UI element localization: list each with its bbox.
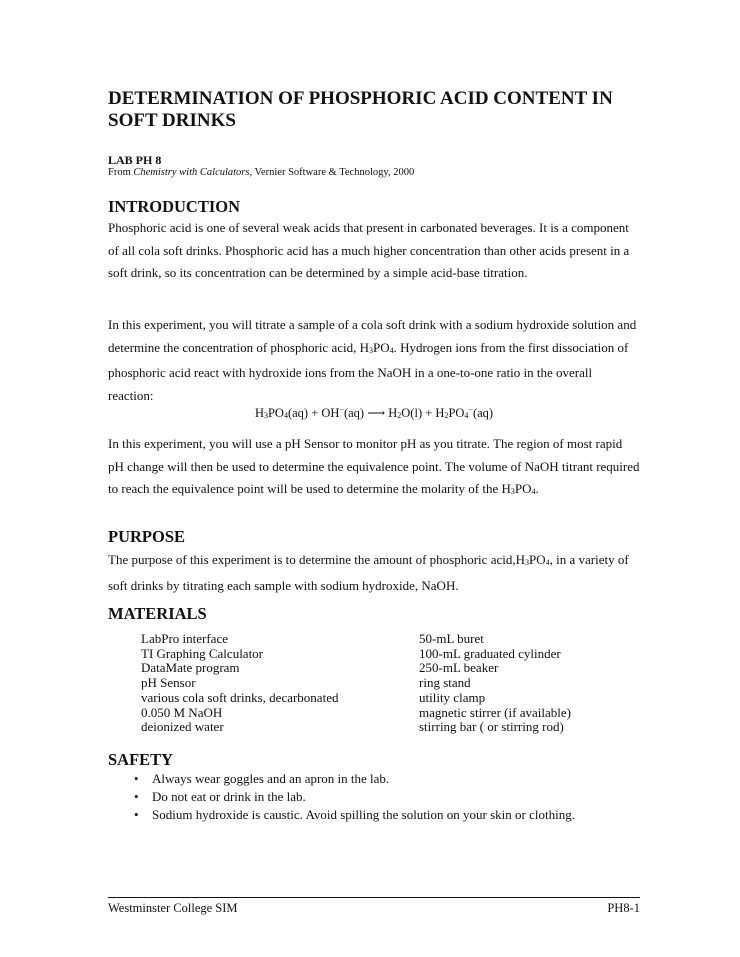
safety-item: • Always wear goggles and an apron in the lab. <box>134 770 575 788</box>
eq-sub: 2 <box>444 411 449 420</box>
purpose-text-pre: The purpose of this experiment is to determine the amount of phosphoric acid,H <box>108 552 525 567</box>
eq-sub: 3 <box>263 411 268 420</box>
eq-sup: − <box>468 405 473 414</box>
eq-sup: − <box>339 405 344 414</box>
purpose-paragraph <box>108 549 640 597</box>
reaction-arrow-icon: ⟶ <box>367 406 386 420</box>
eq-part: (aq) + OH <box>287 406 340 420</box>
subscript: 3 <box>369 345 373 355</box>
introduction-paragraph-1: Phosphoric acid is one of several weak acids that present in carbonated beverages. It is a component of all cola soft drinks. Phosphoric acid has a much higher concentration than other acids present in a soft drink, so its concentration can be determined by a simple acid-base titration. <box>108 220 630 280</box>
eq-part: PO <box>267 406 284 420</box>
material-item: deionized water <box>141 719 224 735</box>
footer-page-number: PH8-1 <box>607 901 640 915</box>
material-item: utility clamp <box>419 689 486 705</box>
material-item: TI Graphing Calculator <box>141 645 264 661</box>
p3-text-pre: In this experiment, you will use a pH Sensor to monitor pH as you titrate. The region of most rapid pH change will then be used to determine the equivalence point. The volume of NaOH titrant required to reach the equivalence point will be used to determine the molarity of the H <box>108 436 640 496</box>
footer-divider <box>108 897 640 898</box>
lab-number: LAB PH 8 <box>108 153 162 167</box>
material-item: 100-mL graduated cylinder <box>419 645 561 661</box>
purpose-text-post: , in a variety of soft drinks by titrating each sample with sodium hydroxide, NaOH. <box>108 552 629 593</box>
material-item: pH Sensor <box>141 675 196 691</box>
eq-sub: 4 <box>464 411 469 420</box>
source-suffix: , Vernier Software & Technology, 2000 <box>249 167 415 178</box>
material-item: stirring bar ( or stirring rod) <box>419 719 564 735</box>
eq-sub: 2 <box>397 411 402 420</box>
safety-item: • Do not eat or drink in the lab. <box>134 788 575 806</box>
eq-part: (aq) <box>343 406 365 420</box>
purpose-heading: PURPOSE <box>108 527 186 546</box>
eq-part: H <box>388 406 398 420</box>
source-prefix: From <box>108 167 134 178</box>
materials-right-column <box>419 632 571 735</box>
eq-part: O(l) + H <box>401 406 445 420</box>
material-item: LabPro interface <box>141 631 228 646</box>
formula-part: PO <box>373 339 390 355</box>
eq-part: H <box>254 406 264 420</box>
formula-part: PO <box>514 481 532 496</box>
source-citation <box>108 167 414 178</box>
subscript: 4 <box>545 558 550 567</box>
document-title: DETERMINATION OF PHOSPHORIC ACID CONTENT IN SOFT DRINKS <box>108 88 613 131</box>
safety-heading: SAFETY <box>108 750 174 769</box>
reaction-equation <box>108 405 640 421</box>
footer-institution: Westminster College SIM <box>108 901 238 915</box>
materials-heading: MATERIALS <box>108 604 207 623</box>
material-item: DataMate program <box>141 660 240 676</box>
subscript: 4 <box>531 487 536 496</box>
materials-left-column <box>141 632 338 735</box>
eq-part: PO <box>448 406 465 420</box>
introduction-paragraph-2 <box>108 314 640 407</box>
introduction-heading: INTRODUCTION <box>108 197 241 216</box>
source-book: Chemistry with Calculators <box>133 167 250 178</box>
eq-part: (aq) <box>472 406 494 420</box>
p3-text-post: . <box>535 481 539 496</box>
material-item: magnetic stirrer (if available) <box>419 704 571 720</box>
material-item: 0.050 M NaOH <box>141 704 223 720</box>
material-item: various cola soft drinks, decarbonated <box>141 689 339 705</box>
introduction-paragraph-3 <box>108 433 640 504</box>
p2-text-pre: In this experiment, you will titrate a sample of a cola soft drink with a sodium hydroxide solution and determine the concentration of phosphoric acid, H <box>108 317 637 355</box>
eq-sub: 4 <box>283 411 288 420</box>
subscript: 3 <box>510 487 515 496</box>
p2-text-post: . Hydrogen ions from the first dissociation of phosphoric acid react with hydroxide ions from the NaOH in a one-to-one ratio in the overall reaction: <box>108 339 629 403</box>
subscript: 4 <box>389 345 394 355</box>
subscript: 3 <box>524 558 529 567</box>
formula-part: PO <box>528 552 546 567</box>
safety-list <box>134 770 575 824</box>
safety-item: • Sodium hydroxide is caustic. Avoid spilling the solution on your skin or clothing. <box>134 806 575 824</box>
material-item: 50-mL buret <box>419 631 484 646</box>
material-item: 250-mL beaker <box>419 660 499 676</box>
material-item: ring stand <box>419 675 471 691</box>
